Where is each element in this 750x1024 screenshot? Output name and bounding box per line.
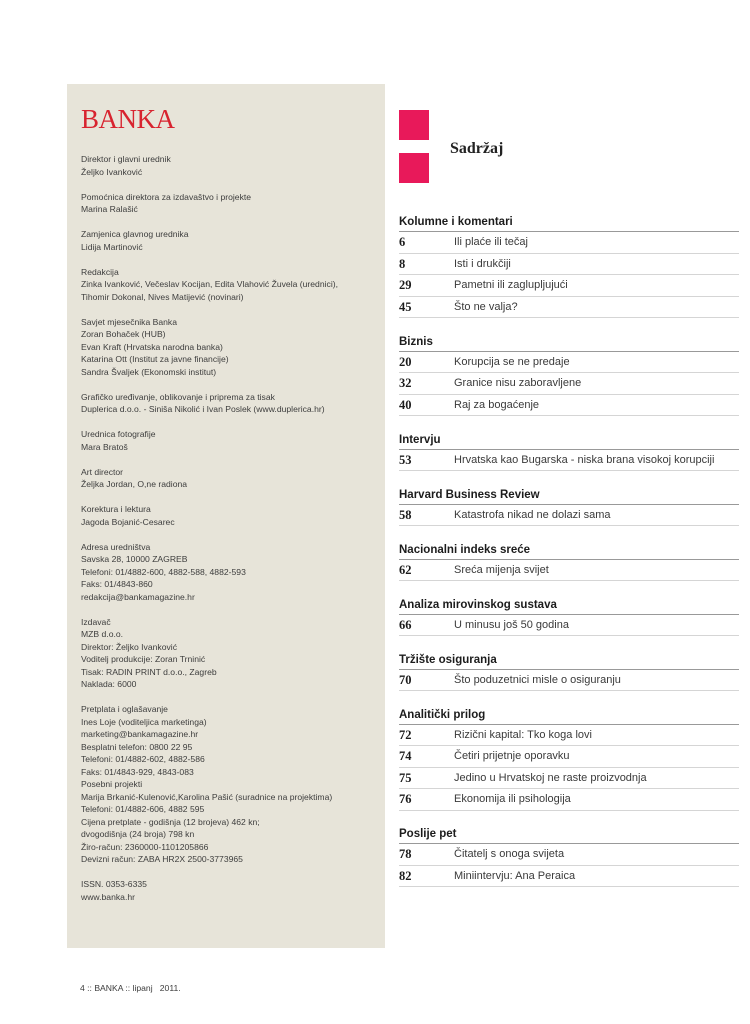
toc-section: [399, 334, 739, 417]
impressum-line: Cijena pretplate - godišnja (12 brojeva) 462 kn;: [81, 816, 260, 827]
impressum-line: Mara Bratoš: [81, 441, 128, 452]
toc-section-heading: Kolumne i komentari: [399, 214, 739, 232]
impressum-line: Posebni projekti: [81, 779, 143, 789]
toc-entry: [399, 373, 739, 395]
impressum-heading: Zamjenica glavnog urednika: [81, 229, 189, 239]
impressum-block: [81, 616, 385, 691]
toc-entry: [399, 560, 739, 582]
impressum-heading: Art director: [81, 466, 124, 477]
toc-sections: [399, 214, 739, 903]
impressum-heading: Pretplata i oglašavanje: [81, 704, 168, 714]
toc-entry: [399, 866, 739, 888]
toc-entry-title: Korupcija se ne predaje: [454, 355, 570, 368]
impressum-heading: Direktor i glavni urednik: [81, 154, 171, 164]
impressum-line: Lidija Martinović: [81, 241, 143, 252]
toc-section: [399, 826, 739, 887]
impressum-heading: Korektura i lektura: [81, 504, 151, 514]
toc-section: [399, 597, 739, 637]
impressum-line: Žiro-račun: 2360000-1101205866: [81, 841, 209, 852]
toc-entry-title: Čitatelj s onoga svijeta: [454, 848, 565, 860]
impressum-line: dvogodišnja (24 broja) 798 kn: [81, 829, 195, 839]
impressum-block: [81, 503, 385, 528]
toc-page-number: 82: [399, 868, 412, 883]
toc-page-number: 20: [399, 354, 412, 369]
impressum-heading: Urednica fotografije: [81, 429, 156, 439]
impressum-line: Direktor: Željko Ivanković: [81, 641, 177, 652]
impressum-line: Faks: 01/4843-860: [81, 579, 153, 589]
impressum-line: Devizni račun: ZABA HR2X 2500-3773965: [81, 854, 243, 864]
toc-entry: [399, 670, 739, 692]
toc-entry-title: Sreća mijenja svijet: [454, 563, 549, 576]
impressum-block: [81, 703, 385, 866]
toc-section-heading: Harvard Business Review: [399, 487, 739, 505]
impressum-block: [81, 878, 385, 903]
impressum-line: Katarina Ott (Institut za javne financije): [81, 354, 229, 364]
toc-entry: [399, 352, 739, 374]
impressum-heading: Grafičko uređivanje, oblikovanje i priprema za tisak: [81, 391, 275, 402]
toc-entry-title: Što ne valja?: [454, 300, 518, 313]
impressum-block: [81, 266, 385, 304]
impressum-heading: Izdavač: [81, 616, 111, 627]
impressum-line: Ines Loje (voditeljica marketinga): [81, 716, 207, 727]
impressum-line: Željko Ivanković: [81, 166, 143, 177]
impressum-line: redakcija@bankamagazine.hr: [81, 591, 195, 602]
impressum-line: Savska 28, 10000 ZAGREB: [81, 554, 188, 564]
toc-page-number: 40: [399, 397, 412, 412]
impressum-line: Tisak: RADIN PRINT d.o.o., Zagreb: [81, 666, 217, 677]
toc-entry: [399, 232, 739, 254]
impressum-line: Besplatni telefon: 0800 22 95: [81, 741, 193, 752]
impressum-heading: Adresa uredništva: [81, 541, 151, 552]
impressum-block: [81, 228, 385, 253]
toc-entry-title: Granice nisu zaboravljene: [454, 377, 582, 389]
impressum-line: Marija Brkanić-Kulenović,Karolina Pašić (suradnice na projektima): [81, 791, 333, 802]
toc-page-number: 29: [399, 278, 412, 292]
toc-entry-title: Ili plaće ili tečaj: [454, 236, 528, 248]
toc-page-number: 58: [399, 507, 412, 522]
impressum-block: [81, 466, 385, 491]
toc-page-number: 70: [399, 672, 412, 687]
impressum-line: Sandra Švaljek (Ekonomski institut): [81, 366, 217, 377]
impressum-line: Voditelj produkcije: Zoran Trninić: [81, 654, 206, 664]
impressum-line: Telefoni: 01/4882-602, 4882-586: [81, 754, 205, 764]
impressum-blocks: [81, 153, 385, 903]
toc-section: [399, 707, 739, 811]
impressum-line: Duplerica d.o.o. - Siniša Nikolić i Ivan Poslek (www.duplerica.hr): [81, 404, 325, 414]
page-footer: 4 :: BANKA :: lipanj 2011.: [80, 983, 181, 993]
toc-page-number: 72: [399, 727, 412, 742]
toc-entry: [399, 844, 739, 866]
toc-entry: [399, 395, 739, 417]
toc-title: Sadržaj: [450, 140, 504, 157]
toc-section: [399, 542, 739, 582]
impressum-block: [81, 391, 385, 416]
toc-entry-title: Četiri prijetnje oporavku: [454, 750, 570, 762]
toc-entry-title: U minusu još 50 godina: [454, 618, 569, 631]
toc-entry-title: Miniintervju: Ana Peraica: [454, 869, 576, 882]
toc-entry: [399, 254, 739, 276]
impressum-block: [81, 153, 385, 178]
toc-page-number: 76: [399, 792, 412, 806]
toc-entry: [399, 746, 739, 768]
toc-page-number: 78: [399, 847, 412, 861]
impressum-block: [81, 316, 385, 379]
toc-entry-title: Raj za bogaćenje: [454, 398, 540, 411]
toc-entry-title: Hrvatska kao Bugarska - niska brana visokoj korupciji: [454, 453, 715, 466]
toc-section-heading: Analitički prilog: [399, 707, 739, 725]
impressum-line: MZB d.o.o.: [81, 629, 124, 639]
toc-section: [399, 214, 739, 318]
impressum-line: Naklada: 6000: [81, 679, 137, 689]
impressum-block: [81, 541, 385, 604]
toc-page-number: 8: [399, 256, 406, 271]
toc-entry-title: Katastrofa nikad ne dolazi sama: [454, 508, 611, 521]
toc-entry-title: Ekonomija ili psihologija: [454, 793, 571, 805]
impressum-block: [81, 191, 385, 216]
impressum-line: Zinka Ivanković, Večeslav Kocijan, Edita Vlahović Žuvela (urednici),: [81, 279, 338, 289]
toc-entry: [399, 275, 739, 297]
toc-entry: [399, 768, 739, 790]
toc-page-number: 74: [399, 749, 412, 763]
toc-section-heading: Biznis: [399, 334, 739, 352]
impressum-line: Marina Ralašić: [81, 204, 138, 214]
toc-entry-title: Pametni ili zaglupljujući: [454, 279, 568, 291]
toc-entry: [399, 450, 739, 472]
toc-section: [399, 432, 739, 472]
toc-entry-title: Isti i drukčiji: [454, 257, 511, 270]
toc-entry: [399, 725, 739, 747]
toc-entry: [399, 615, 739, 637]
impressum-line: Željka Jordan, O,ne radiona: [81, 479, 188, 489]
toc-entry: [399, 789, 739, 811]
impressum-heading: Pomoćnica direktora za izdavaštvo i projekte: [81, 191, 252, 202]
toc-section: [399, 652, 739, 692]
accent-square-bottom: [399, 153, 429, 183]
toc-page-number: 32: [399, 376, 412, 390]
toc-entry-title: Što poduzetnici misle o osiguranju: [454, 673, 621, 686]
impressum-heading: ISSN. 0353-6335: [81, 879, 147, 889]
impressum-line: Jagoda Bojanić-Cesarec: [81, 516, 175, 527]
toc-section: [399, 487, 739, 527]
toc-section-heading: Intervju: [399, 432, 739, 450]
toc-page-number: 6: [399, 235, 406, 249]
impressum-heading: Savjet mjesečnika Banka: [81, 316, 178, 327]
toc-entry-title: Jedino u Hrvatskoj ne raste proizvodnja: [454, 771, 647, 784]
impressum-line: Tihomir Dokonal, Nives Matijević (novinari): [81, 291, 244, 302]
impressum-line: Telefoni: 01/4882-606, 4882 595: [81, 804, 205, 814]
impressum-heading: Redakcija: [81, 266, 119, 277]
toc-section-heading: Tržište osiguranja: [399, 652, 739, 670]
impressum-block: [81, 428, 385, 453]
impressum-line: Faks: 01/4843-929, 4843-083: [81, 766, 194, 777]
impressum-line: Zoran Bohaček (HUB): [81, 329, 166, 339]
toc-section-heading: Analiza mirovinskog sustava: [399, 597, 739, 615]
toc-page-number: 66: [399, 617, 412, 632]
toc-entry-title: Rizični kapital: Tko koga lovi: [454, 728, 592, 741]
toc-section-heading: Nacionalni indeks sreće: [399, 542, 739, 560]
toc-page-number: 75: [399, 770, 412, 785]
toc-page-number: 62: [399, 562, 412, 577]
toc-page-number: 53: [399, 452, 412, 467]
accent-square-top: [399, 110, 429, 140]
impressum-line: Evan Kraft (Hrvatska narodna banka): [81, 341, 223, 352]
impressum-line: Telefoni: 01/4882-600, 4882-588, 4882-593: [81, 566, 246, 577]
toc-entry: [399, 297, 739, 319]
toc-section-heading: Poslije pet: [399, 826, 739, 844]
banka-logo: BANKA: [81, 104, 175, 134]
toc-entry: [399, 505, 739, 527]
impressum-panel: [67, 84, 385, 948]
impressum-line: marketing@bankamagazine.hr: [81, 729, 199, 739]
impressum-line: www.banka.hr: [81, 891, 135, 902]
toc-page-number: 45: [399, 299, 412, 314]
